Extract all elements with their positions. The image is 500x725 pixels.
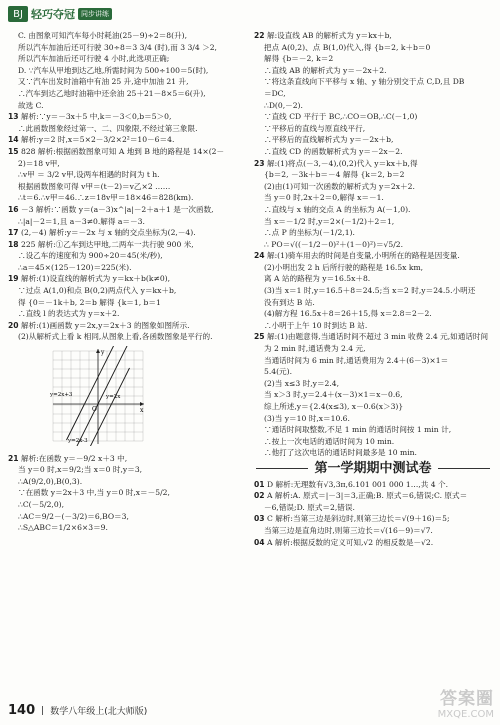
line-text: (4)解方程 16.5x＋8＝26＋15,得 x＝2.8＝2－2.: [264, 309, 432, 319]
text-line: [254, 308, 492, 320]
text-line: [8, 464, 248, 476]
line-text: (2)小明出发 2 h 后所行驶的路程是 16.5x km,: [264, 262, 424, 272]
line-text: －6,错误;D. 原式＝2,错误.: [264, 502, 355, 512]
question-number: 04: [254, 537, 265, 547]
text-line: [254, 42, 492, 54]
text-line: [8, 250, 248, 262]
text-line: [254, 111, 492, 123]
text-line: [254, 513, 492, 525]
question-number: 21: [8, 453, 19, 463]
question-number: 13: [8, 112, 19, 122]
brand-logo-icon: BJ: [8, 6, 28, 22]
text-line: [254, 331, 492, 343]
text-line: [8, 111, 248, 123]
line-label-2: y=2x: [106, 394, 121, 401]
text-line: [254, 389, 492, 401]
line-text: －3 解析:∵函数 y＝(a－3)x^|a|－2＋a＋1 是一次函数,: [21, 204, 214, 214]
text-line: [254, 479, 492, 491]
line-text: 把点 A(0,2)、点 B(1,0)代入,得 {b＝2, k＋b＝0: [264, 42, 431, 52]
line-text: 解析:(1)设直线的解析式为 y＝kx＋b(k≠0),: [21, 274, 171, 284]
text-line: [254, 158, 492, 170]
line-text: 所以汽车加油后还可行驶 30÷8＝3 3/4 (时),而 3 3/4 ＞2,: [18, 42, 217, 52]
text-line: [254, 537, 492, 549]
right-lines: [254, 30, 492, 459]
line-text: 5.4(元).: [264, 367, 293, 377]
watermark-line-2: MXQE.COM: [437, 709, 494, 720]
text-line: [8, 65, 248, 77]
text-line: [254, 192, 492, 204]
line-text: ∵将这条直线向下平移与 x 轴、y 轴分别交于点 C,D,且 DB: [264, 77, 465, 87]
text-line: [254, 88, 492, 100]
line-text: ∴D(0,－2).: [264, 100, 303, 110]
text-line: [254, 320, 492, 332]
line-text: 解析:y＝2 时,x＝5×2－3/2×2²＝10－6＝4.: [21, 135, 175, 145]
question-number: 16: [8, 204, 19, 214]
line-text: A 解析:根据反数的定义可知,√2 的相反数是－√2.: [267, 537, 434, 547]
question-number: 18: [8, 239, 19, 249]
text-line: [8, 216, 248, 228]
watermark-line-1: 答案圈: [440, 689, 494, 709]
left-column: [8, 30, 248, 534]
line-text: (3)当 y＝10 时,x＝10.6.: [264, 413, 350, 423]
line-text: 当 y＝0 时,2x＋2＝0,解得 x＝－1.: [264, 193, 384, 203]
brand-subtitle: 同步讲练: [78, 8, 112, 20]
line-text: (2)当 x≤3 时,y＝2.4,: [264, 378, 340, 388]
line-text: ∴S△ABC＝1/2×6×3＝9.: [18, 523, 108, 533]
line-text: ∴按上一次电话的通话时间为 10 min.: [264, 436, 395, 446]
text-line: [254, 502, 492, 514]
line-text: ∴直线 CD 的函数解析式为 y＝－2x－2.: [264, 146, 403, 156]
text-line: [8, 320, 248, 332]
text-line: [254, 262, 492, 274]
line-text: 没有到达 B 站.: [264, 297, 315, 307]
line-text: ∵通话时间取整数,不足 1 min 的通话时间按 1 min 计,: [264, 425, 452, 435]
footer-divider: |: [41, 705, 45, 716]
text-line: [254, 447, 492, 459]
text-line: [254, 100, 492, 112]
question-number: 17: [8, 228, 19, 238]
line-text: 为 2 min 时,通话费为 2.4 元,: [264, 344, 366, 354]
text-line: [8, 100, 248, 112]
left-lines: [8, 30, 248, 343]
line-text: ∵过点 A(1,0)和点 B(0,2)两点代入 y＝kx＋b,: [18, 286, 177, 296]
line-text: 当 x＞3 时,y＝2.4＋(x－3)×1＝x－0.6,: [264, 390, 403, 400]
line-text: ∴v甲 ＝ 3/2 v甲,设两车相遇的时间为 t h.: [18, 170, 160, 180]
question-number: 20: [8, 320, 19, 330]
text-line: [8, 88, 248, 100]
line-text: {b＝2, －3k＋b＝－4 解得 {k＝2, b＝2: [264, 170, 405, 180]
question-number: 22: [254, 31, 265, 40]
question-number: 01: [254, 479, 265, 489]
text-line: [254, 123, 492, 135]
text-line: [8, 169, 248, 181]
line-text: D 解析:无理数有√3,3π,6.101 001 000 1…,共 4 个.: [267, 479, 449, 489]
left-lines-2: [8, 453, 248, 534]
line-text: ∴平移后的直线解析式为 y＝－2x＋b,: [264, 135, 394, 145]
line-text: 当 x＝－1/2 时,y＝2×(－1/2)＋2＝1,: [264, 216, 395, 226]
text-line: [8, 76, 248, 88]
line-text: 综上所述,y＝{2.4(x≤3), x－0.6(x＞3)}: [264, 402, 404, 411]
line-text: 解:(1)骑车用去的时间是自变量,小明所在的路程是因变量.: [267, 251, 460, 261]
text-line: [254, 76, 492, 88]
question-number: 02: [254, 491, 265, 501]
text-line: [8, 227, 248, 239]
line-text: 解:设直线 AB 的解析式为 y＝kx＋b,: [267, 31, 392, 40]
origin-label: O: [92, 406, 97, 414]
text-line: [254, 401, 492, 413]
text-line: [8, 146, 248, 158]
function-graph: [48, 346, 148, 446]
line-text: C 解析:当第三边是斜边时,则第三边长＝√(9＋16)＝5;: [267, 514, 450, 524]
line-text: A 解析:A. 原式＝|－3|＝3,正确;B. 原式＝6,错误;C. 原式＝: [267, 491, 468, 501]
question-number: 23: [254, 158, 265, 168]
text-line: [254, 273, 492, 285]
text-line: [254, 355, 492, 367]
text-line: [8, 204, 248, 216]
text-line: [254, 424, 492, 436]
question-number: 24: [254, 251, 265, 261]
line-text: 根据函数图象可得 v甲＝(t－2)＝v乙×2 ……: [18, 181, 171, 191]
text-line: [8, 308, 248, 320]
text-line: [8, 42, 248, 54]
text-line: [8, 476, 248, 488]
y-axis-label: y: [101, 349, 105, 357]
line-text: 离 A 站的路程为 y＝16.5x＋8.: [264, 274, 371, 284]
line-text: 828 解析:根据函数图象可知 A 地到 B 地的路程是 14×(2－: [21, 146, 225, 156]
line-text: (3)当 x＝1 时,y＝16.5＋8＝24.5;当 x＝2 时,y＝24.5.小明还: [264, 286, 476, 296]
text-line: [254, 146, 492, 158]
page-footer: [8, 703, 147, 718]
line-text: ∴C(－5/2,0),: [18, 500, 65, 509]
text-line: [8, 285, 248, 297]
watermark: [438, 684, 494, 720]
line-text: ∴他打了这次电话的通话时间最多是 10 min.: [264, 448, 417, 458]
text-line: [254, 239, 492, 251]
line-text: 又∵汽车出发时油箱中有油 25 升,途中加油 21 升,: [18, 77, 189, 87]
line-text: ∴汽车到达乙地时油箱中还余油 25＋21－8×5＝6(升),: [18, 88, 206, 98]
line-text: 当第三边是直角边时,则第三边长＝√(16－9)＝√7.: [264, 525, 433, 535]
text-line: [8, 297, 248, 309]
book-header: [8, 3, 112, 25]
line-text: ∴ PO＝√((－1/2－0)²＋(1－0)²)＝√5/2.: [264, 239, 404, 249]
text-line: [254, 134, 492, 146]
text-line: [8, 499, 248, 511]
text-line: [8, 262, 248, 274]
line-text: 2)＝18 v甲,: [18, 158, 60, 168]
line-text: ∴t＝6.∴v甲＝46.∴z＝18v甲＝18×46＝828(km).: [18, 193, 194, 203]
right-lines-2: [254, 479, 492, 549]
section-title: 第一学期期中测试卷: [254, 463, 492, 475]
brand-title: 轻巧夺冠: [31, 8, 75, 21]
line-text: 解:(1)由题意得,当通话时间不超过 3 min 收费 2.4 元,如通话时间: [267, 332, 489, 342]
line-text: 当 y＝0 时,x＝9/2;当 x＝0 时,y＝3,: [18, 465, 143, 475]
text-line: [8, 487, 248, 499]
text-line: [254, 413, 492, 425]
line-text: (2,－4) 解析:y＝－2x 与 x 轴的交点坐标为(2,－4).: [21, 228, 196, 238]
x-axis-arrow-icon: [140, 402, 144, 406]
text-line: [254, 525, 492, 537]
text-line: [254, 53, 492, 65]
text-line: [8, 239, 248, 251]
line-text: ∵平移后的直线与原直线平行,: [264, 123, 366, 133]
text-line: [254, 366, 492, 378]
text-line: [8, 123, 248, 135]
line-text: ∴点 P 的坐标为(－1/2,1).: [264, 228, 355, 238]
line-text: ∴AC＝9/2－(－3/2)＝6,BO＝3,: [18, 511, 129, 521]
line-text: ∴设乙车的速度和为 900÷20＝45(米/秒),: [18, 251, 163, 261]
line-text: 解析:∵y＝－3x＋5 中,k＝－3＜0,b＝5＞0,: [21, 112, 172, 122]
line-text: ∵直线 CD 平行于 BC,∴CO＝OB,∴C(－1,0): [264, 112, 418, 122]
line-text: 225 解析:①乙车到达甲地,二两车一共行驶 900 米,: [21, 239, 194, 249]
text-line: [8, 192, 248, 204]
line-text: 当通话时间为 6 min 时,通话费用为 2.4＋(6－3)×1＝: [264, 355, 449, 365]
right-column: [254, 30, 492, 548]
text-line: [254, 250, 492, 262]
question-number: 14: [8, 135, 19, 145]
line-text: 解析:在函数 y＝－9/2 x＋3 中,: [21, 453, 128, 463]
text-line: [254, 216, 492, 228]
footer-label: 数学八年级上(北大师版): [50, 707, 148, 717]
text-line: [254, 378, 492, 390]
line-text: 解:(1)将点(－3,－4),(0,2)代入 y＝kx＋b,得: [267, 158, 418, 168]
page-number: 140: [8, 703, 36, 718]
line-text: 故选 C.: [18, 100, 44, 110]
line-text: 所以汽车加油后还可行驶 4 小时,此选项正确;: [18, 54, 170, 64]
text-line: [254, 285, 492, 297]
text-line: [254, 343, 492, 355]
line-text: ∴直线 l 的表达式为 y＝x＋2.: [18, 309, 120, 319]
line-text: ∴a＝45×(125－120)＝225(米).: [18, 262, 132, 272]
line-text: ＝DC,: [264, 88, 286, 98]
line-text: 解析:(1)画函数 y＝2x,y＝2x＋3 的图象如图所示.: [21, 320, 190, 330]
text-line: [254, 169, 492, 181]
question-number: 15: [8, 146, 19, 156]
line-text: (2)从解析式上看 k 相同,从图象上看,各函数图象是平行的.: [18, 332, 213, 342]
text-line: [8, 273, 248, 285]
text-line: [8, 511, 248, 523]
line-text: ∴|a|－2＝1,且 a－3≠0.解得 a＝－3.: [18, 216, 145, 226]
text-line: [8, 134, 248, 146]
text-line: [254, 490, 492, 502]
question-number: 25: [254, 332, 265, 342]
text-line: [254, 65, 492, 77]
text-line: [8, 522, 248, 534]
text-line: [254, 227, 492, 239]
line-label-3: y=2x-3: [68, 438, 88, 445]
question-number: 03: [254, 514, 265, 524]
text-line: [8, 53, 248, 65]
question-number: 19: [8, 274, 19, 284]
line-text: (2)由(1)可知一次函数的解析式为 y＝2x＋2.: [264, 181, 415, 191]
text-line: [8, 331, 248, 343]
text-line: [8, 158, 248, 170]
line-text: ∴A(9/2,0),B(0,3).: [18, 476, 83, 486]
text-line: [254, 30, 492, 42]
text-line: [254, 436, 492, 448]
text-line: [8, 181, 248, 193]
text-line: [254, 204, 492, 216]
line-text: 得 {0＝－1k＋b, 2＝b 解得 {k＝1, b＝1: [18, 297, 161, 307]
line-text: ∵在函数 y＝2x＋3 中,当 y＝0 时,x＝－5/2,: [18, 488, 170, 498]
line-text: ∴直线 AB 的解析式为 y＝－2x＋2.: [264, 65, 387, 75]
line-text: ∴直线与 x 轴的交点 A 的坐标为 A(－1,0).: [264, 204, 411, 214]
text-line: [254, 297, 492, 309]
line-text: 解得 {b＝－2, k＝2: [264, 54, 334, 64]
line-text: C. 由图象可知汽车每小时耗油(25－9)÷2＝8(升),: [18, 31, 188, 40]
line-text: ∴此函数图象经过第一、二、四象限,不经过第三象限.: [18, 123, 198, 133]
text-line: [8, 30, 248, 42]
text-line: [254, 181, 492, 193]
text-line: [8, 453, 248, 465]
line-text: D. ∵汽车从甲地到达乙地,所需时间为 500÷100＝5(时),: [18, 65, 209, 75]
x-axis-label: x: [140, 407, 144, 415]
line-label-1: y=2x+3: [50, 392, 73, 399]
line-text: ∴小明于上午 10 时到达 B 站.: [264, 320, 368, 330]
